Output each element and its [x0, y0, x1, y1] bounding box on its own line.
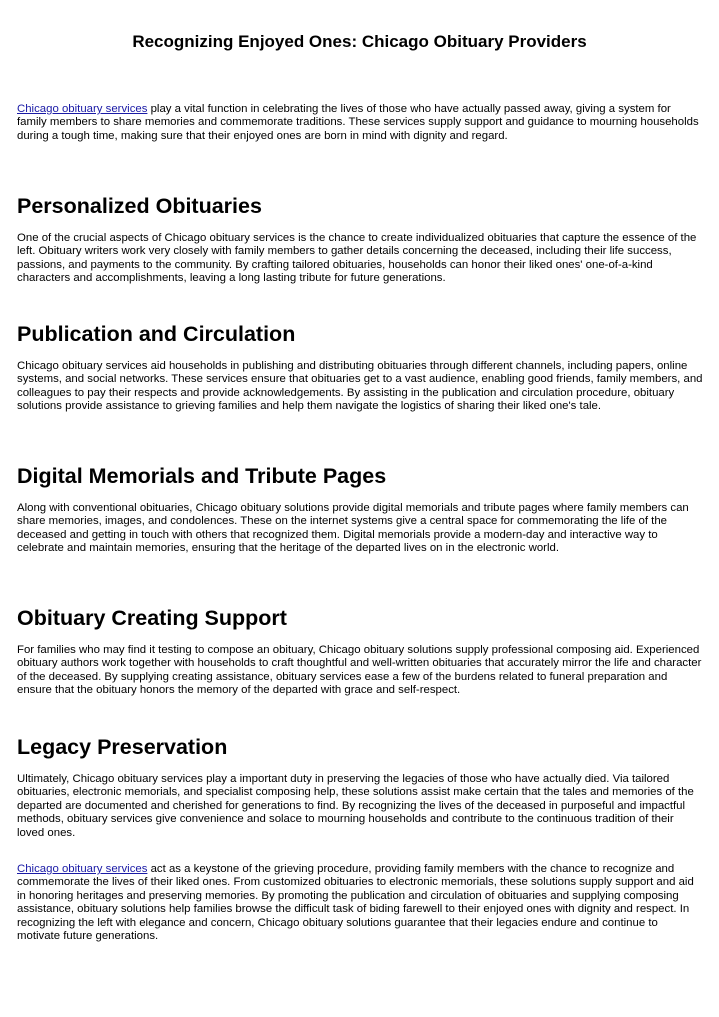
section-heading-personalized-obituaries: Personalized Obituaries	[17, 194, 262, 218]
section-heading-digital-memorials: Digital Memorials and Tribute Pages	[17, 464, 387, 488]
section-body-legacy-preservation: Ultimately, Chicago obituary services play a important duty in preserving the legacies of those who have actually died. Via tailored obituaries, electronic memorials, and specialist composing help, these solutions assist make certain that the tales and memories of the departed are documented and cherished for generations to find. By recognizing the lives of the deceased in purposeful and impactful methods, obituary services give convenience and solace to mourning households and contribute to the continuous tradition of their loved ones.	[17, 773, 694, 839]
intro-text: play a vital function in celebrating the lives of those who have actually passed away, giving a system for family members to share memories and commemorate traditions. These services supply support and guidance to mourning households during a tough time, making sure that their enjoyed ones are born in mind with dignity and regard.	[17, 103, 699, 142]
section-heading-publication-circulation: Publication and Circulation	[17, 322, 296, 346]
section-body-obituary-creating-support: For families who may find it testing to compose an obituary, Chicago obituary solutions supply professional composing aid. Experienced obituary authors work together with households to craft thoughtful and well-written obituaries that accurately mirror the life and character of the deceased. By supplying creating assistance, obituary services ease a few of the burdens related to funeral preparation and ensure that the obituary honors the memory of the departed with grace and self-respect.	[17, 644, 702, 697]
closing-link[interactable]: Chicago obituary services	[17, 863, 148, 875]
section-heading-obituary-creating-support: Obituary Creating Support	[17, 606, 287, 630]
closing-text: act as a keystone of the grieving procedure, providing family members with the chance to recognize and commemorate the lives of their liked ones. From customized obituaries to electronic memorials, these solutions supply support and aid in honoring heritages and preserving memories. By promoting the publication and circulation of obituaries and supplying composing assistance, obituary solutions help families browse the difficult task of biding farewell to their enjoyed ones with dignity and respect. In recognizing the left with elegance and concern, Chicago obituary solutions guarantee that their legacies endure and continue to motivate future generations.	[17, 863, 694, 943]
section-body-personalized-obituaries: One of the crucial aspects of Chicago obituary services is the chance to create individualized obituaries that capture the essence of the left. Obituary writers work very closely with family members to gather details concerning the deceased, including their life success, passions, and payments to the community. By crafting tailored obituaries, households can honor their liked ones' one-of-a-kind characters and accomplishments, leaving a long lasting tribute for future generations.	[17, 232, 697, 285]
section-heading-legacy-preservation: Legacy Preservation	[17, 735, 228, 759]
closing-paragraph	[17, 863, 703, 943]
intro-link[interactable]: Chicago obituary services	[17, 103, 148, 115]
intro-paragraph	[17, 103, 703, 143]
section-body-digital-memorials: Along with conventional obituaries, Chicago obituary solutions provide digital memorials and tribute pages where family members can share memories, images, and condolences. These on the internet systems give a central space for commemorating the life of the deceased and getting in touch with others that recognized them. Digital memorials provide a modern-day and interactive way to celebrate and maintain memories, ensuring that the heritage of the departed lives on in the electronic world.	[17, 502, 689, 555]
page-title: Recognizing Enjoyed Ones: Chicago Obituary Providers	[132, 32, 587, 51]
section-body-publication-circulation: Chicago obituary services aid households in publishing and distributing obituaries through different channels, including papers, online systems, and social networks. These services ensure that obituaries get to a vast audience, enabling good friends, family members, and colleagues to pay their respects and provide acknowledgements. By assisting in the publication and circulation procedure, obituary solutions provide assistance to grieving families and help them navigate the logistics of sharing their liked one's tale.	[17, 360, 703, 413]
